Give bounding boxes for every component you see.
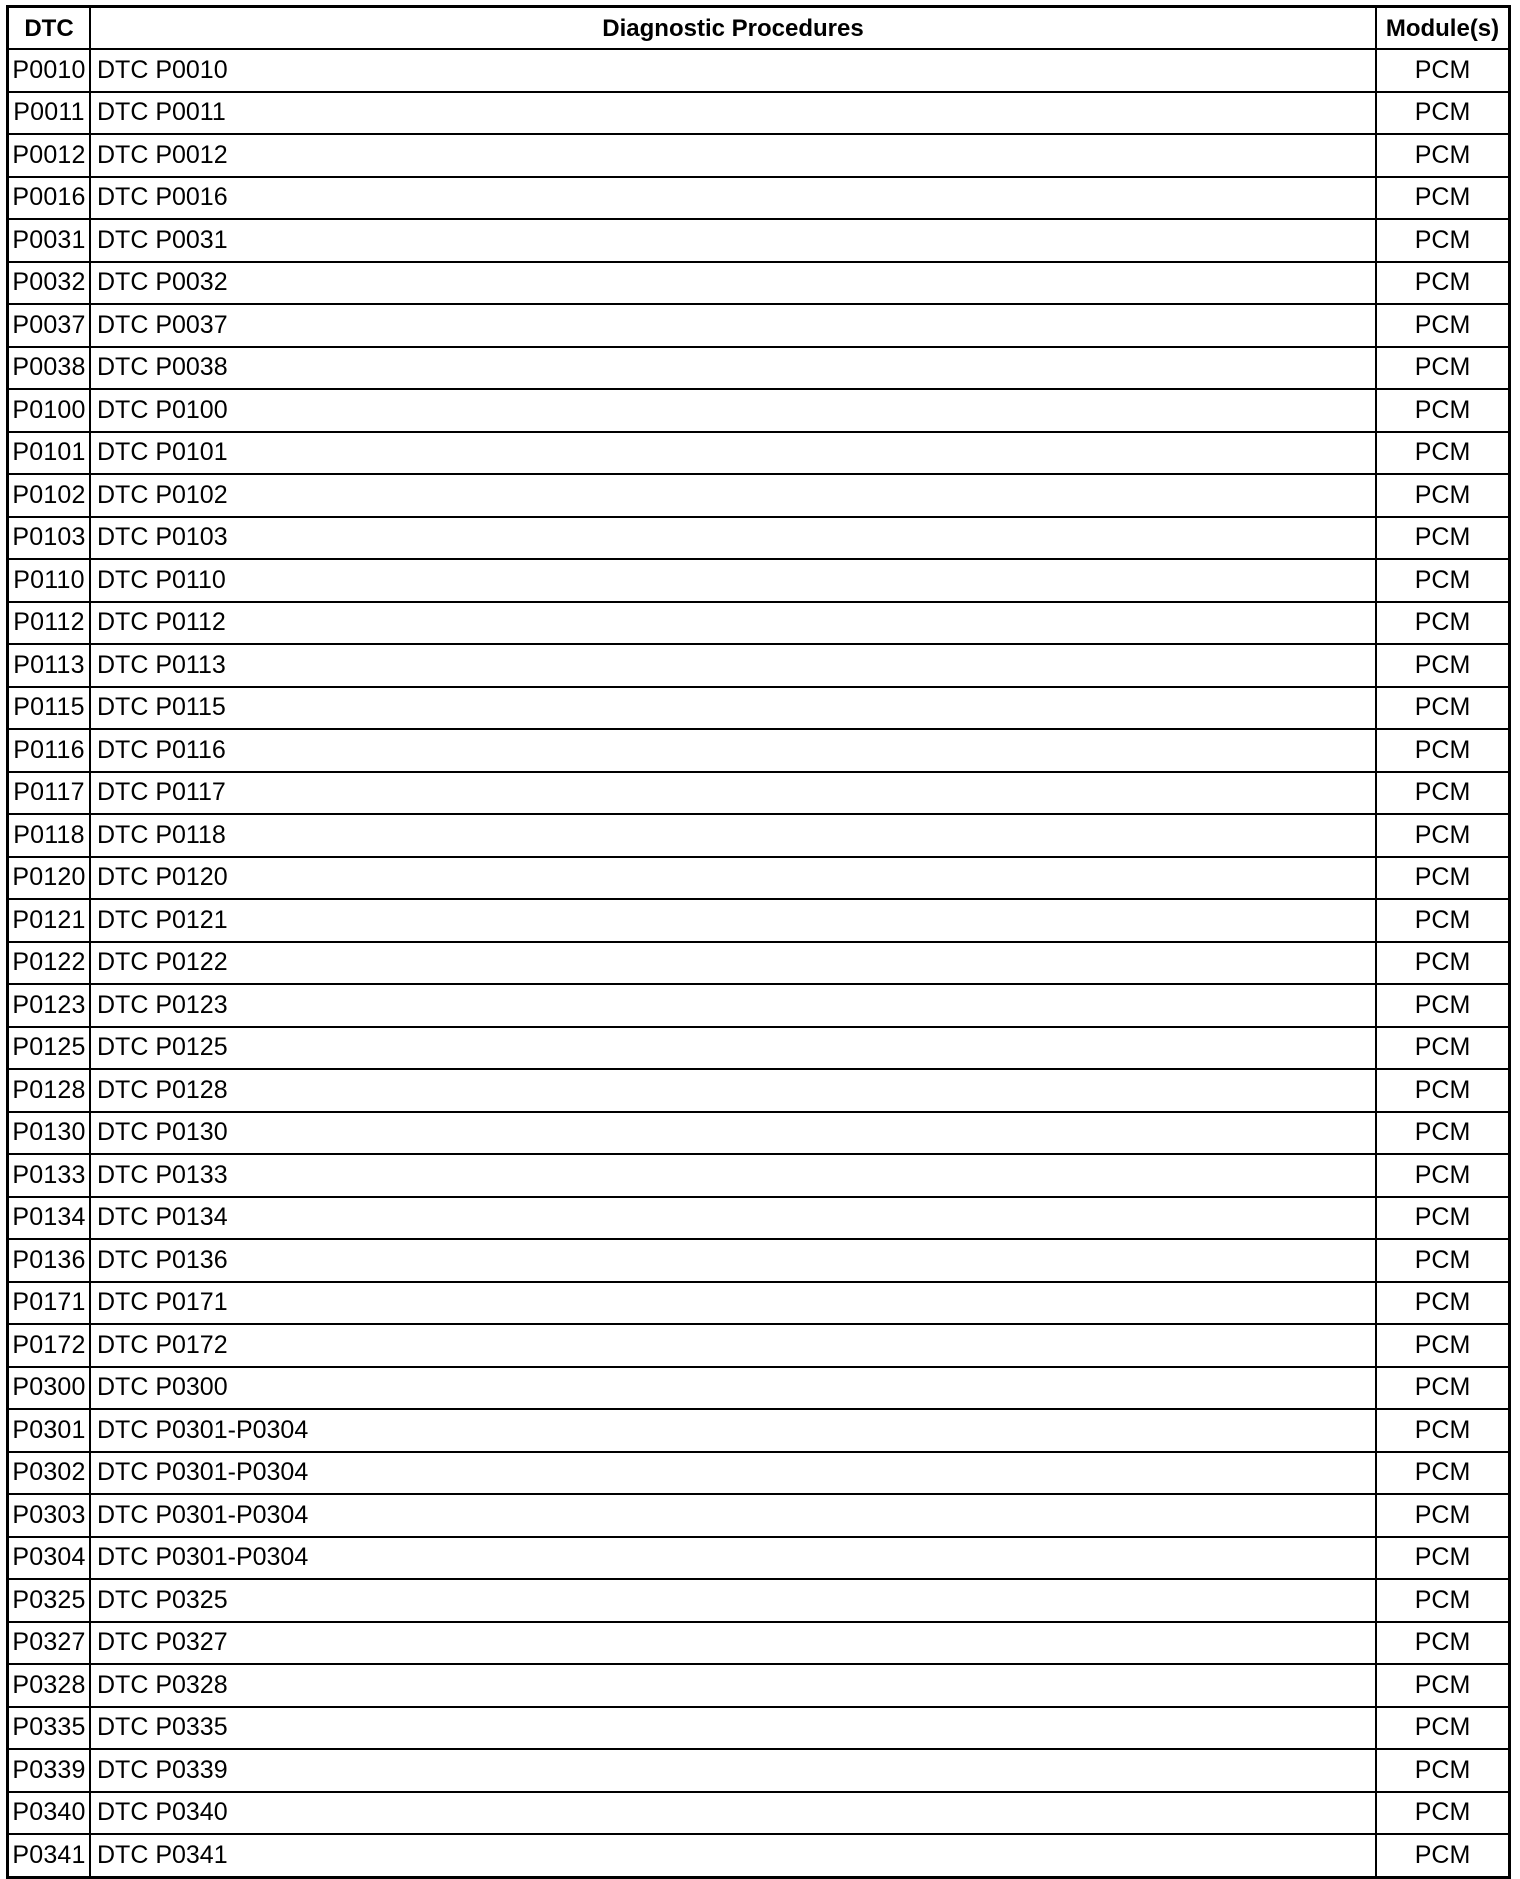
module-cell: PCM: [1376, 899, 1510, 942]
diagnostic-procedure-link[interactable]: DTC P0037: [90, 304, 1376, 347]
dtc-code-cell: P0100: [8, 389, 91, 432]
module-cell: PCM: [1376, 92, 1510, 135]
dtc-code-cell: P0134: [8, 1197, 91, 1240]
module-cell: PCM: [1376, 729, 1510, 772]
diagnostic-procedure-link[interactable]: DTC P0102: [90, 474, 1376, 517]
module-cell: PCM: [1376, 1494, 1510, 1537]
table-row: [8, 347, 1510, 390]
dtc-code-cell: P0340: [8, 1792, 91, 1835]
table-row: [8, 644, 1510, 687]
table-row: [8, 1409, 1510, 1452]
diagnostic-procedure-link[interactable]: DTC P0128: [90, 1069, 1376, 1112]
module-cell: PCM: [1376, 1579, 1510, 1622]
module-cell: PCM: [1376, 1409, 1510, 1452]
table-row: [8, 1494, 1510, 1537]
table-row: [8, 1154, 1510, 1197]
header-dtc: DTC: [8, 7, 91, 50]
dtc-code-cell: P0101: [8, 432, 91, 475]
module-cell: PCM: [1376, 1537, 1510, 1580]
table-row: [8, 559, 1510, 602]
module-cell: PCM: [1376, 49, 1510, 92]
module-cell: PCM: [1376, 1282, 1510, 1325]
diagnostic-procedure-link[interactable]: DTC P0125: [90, 1027, 1376, 1070]
diagnostic-procedure-link[interactable]: DTC P0016: [90, 177, 1376, 220]
dtc-code-cell: P0016: [8, 177, 91, 220]
table-row: [8, 814, 1510, 857]
table-row: [8, 1792, 1510, 1835]
diagnostic-procedure-link[interactable]: DTC P0010: [90, 49, 1376, 92]
module-cell: PCM: [1376, 1154, 1510, 1197]
table-row: [8, 942, 1510, 985]
dtc-table-container: [6, 5, 1507, 1879]
table-row: [8, 1367, 1510, 1410]
module-cell: PCM: [1376, 1069, 1510, 1112]
table-row: [8, 772, 1510, 815]
dtc-code-cell: P0172: [8, 1324, 91, 1367]
dtc-code-cell: P0012: [8, 134, 91, 177]
table-row: [8, 1239, 1510, 1282]
table-row: [8, 984, 1510, 1027]
diagnostic-procedure-link[interactable]: DTC P0113: [90, 644, 1376, 687]
module-cell: PCM: [1376, 814, 1510, 857]
diagnostic-procedure-link[interactable]: DTC P0100: [90, 389, 1376, 432]
diagnostic-procedure-link[interactable]: DTC P0301-P0304: [90, 1494, 1376, 1537]
table-row: [8, 1834, 1510, 1877]
diagnostic-procedure-link[interactable]: DTC P0120: [90, 857, 1376, 900]
dtc-code-cell: P0122: [8, 942, 91, 985]
table-row: [8, 1707, 1510, 1750]
diagnostic-procedure-link[interactable]: DTC P0110: [90, 559, 1376, 602]
diagnostic-procedure-link[interactable]: DTC P0011: [90, 92, 1376, 135]
dtc-code-cell: P0136: [8, 1239, 91, 1282]
diagnostic-procedure-link[interactable]: DTC P0012: [90, 134, 1376, 177]
module-cell: PCM: [1376, 1239, 1510, 1282]
dtc-code-cell: P0301: [8, 1409, 91, 1452]
table-row: [8, 1027, 1510, 1070]
diagnostic-procedure-link[interactable]: DTC P0116: [90, 729, 1376, 772]
dtc-code-cell: P0038: [8, 347, 91, 390]
table-row: [8, 1622, 1510, 1665]
diagnostic-procedure-link[interactable]: DTC P0031: [90, 219, 1376, 262]
table-row: [8, 729, 1510, 772]
table-row: [8, 177, 1510, 220]
dtc-code-cell: P0300: [8, 1367, 91, 1410]
table-row: [8, 219, 1510, 262]
table-row: [8, 304, 1510, 347]
dtc-code-cell: P0304: [8, 1537, 91, 1580]
table-row: [8, 1749, 1510, 1792]
dtc-table: [6, 5, 1511, 1879]
diagnostic-procedure-link[interactable]: DTC P0032: [90, 262, 1376, 305]
table-row: [8, 474, 1510, 517]
diagnostic-procedure-link[interactable]: DTC P0134: [90, 1197, 1376, 1240]
module-cell: PCM: [1376, 1834, 1510, 1877]
module-cell: PCM: [1376, 262, 1510, 305]
diagnostic-procedure-link[interactable]: DTC P0133: [90, 1154, 1376, 1197]
module-cell: PCM: [1376, 304, 1510, 347]
diagnostic-procedure-link[interactable]: DTC P0172: [90, 1324, 1376, 1367]
diagnostic-procedure-link[interactable]: DTC P0130: [90, 1112, 1376, 1155]
diagnostic-procedure-link[interactable]: DTC P0325: [90, 1579, 1376, 1622]
diagnostic-procedure-link[interactable]: DTC P0123: [90, 984, 1376, 1027]
diagnostic-procedure-link[interactable]: DTC P0301-P0304: [90, 1537, 1376, 1580]
table-row: [8, 517, 1510, 560]
dtc-code-cell: P0303: [8, 1494, 91, 1537]
dtc-code-cell: P0328: [8, 1664, 91, 1707]
dtc-code-cell: P0118: [8, 814, 91, 857]
dtc-code-cell: P0110: [8, 559, 91, 602]
module-cell: PCM: [1376, 1324, 1510, 1367]
diagnostic-procedure-link[interactable]: DTC P0115: [90, 687, 1376, 730]
diagnostic-procedure-link[interactable]: DTC P0301-P0304: [90, 1452, 1376, 1495]
dtc-code-cell: P0327: [8, 1622, 91, 1665]
module-cell: PCM: [1376, 1452, 1510, 1495]
dtc-code-cell: P0302: [8, 1452, 91, 1495]
module-cell: PCM: [1376, 1622, 1510, 1665]
table-row: [8, 1197, 1510, 1240]
table-row: [8, 602, 1510, 645]
table-row: [8, 134, 1510, 177]
diagnostic-procedure-link[interactable]: DTC P0327: [90, 1622, 1376, 1665]
diagnostic-procedure-link[interactable]: DTC P0121: [90, 899, 1376, 942]
table-row: [8, 1069, 1510, 1112]
diagnostic-procedure-link[interactable]: DTC P0117: [90, 772, 1376, 815]
dtc-code-cell: P0117: [8, 772, 91, 815]
diagnostic-procedure-link[interactable]: DTC P0112: [90, 602, 1376, 645]
table-row: [8, 857, 1510, 900]
diagnostic-procedure-link[interactable]: DTC P0341: [90, 1834, 1376, 1877]
header-diagnostic-procedures: Diagnostic Procedures: [90, 7, 1376, 50]
diagnostic-procedure-link[interactable]: DTC P0335: [90, 1707, 1376, 1750]
table-row: [8, 1579, 1510, 1622]
module-cell: PCM: [1376, 1664, 1510, 1707]
dtc-code-cell: P0102: [8, 474, 91, 517]
table-row: [8, 432, 1510, 475]
dtc-code-cell: P0103: [8, 517, 91, 560]
table-row: [8, 1282, 1510, 1325]
diagnostic-procedure-link[interactable]: DTC P0118: [90, 814, 1376, 857]
table-row: [8, 389, 1510, 432]
module-cell: PCM: [1376, 559, 1510, 602]
dtc-code-cell: P0121: [8, 899, 91, 942]
module-cell: PCM: [1376, 1749, 1510, 1792]
module-cell: PCM: [1376, 1112, 1510, 1155]
table-row: [8, 1664, 1510, 1707]
diagnostic-procedure-link[interactable]: DTC P0301-P0304: [90, 1409, 1376, 1452]
dtc-code-cell: P0171: [8, 1282, 91, 1325]
table-row: [8, 687, 1510, 730]
dtc-code-cell: P0113: [8, 644, 91, 687]
diagnostic-procedure-link[interactable]: DTC P0340: [90, 1792, 1376, 1835]
dtc-code-cell: P0115: [8, 687, 91, 730]
dtc-code-cell: P0339: [8, 1749, 91, 1792]
module-cell: PCM: [1376, 1027, 1510, 1070]
dtc-code-cell: P0032: [8, 262, 91, 305]
table-body: [8, 49, 1510, 1877]
table-row: [8, 49, 1510, 92]
module-cell: PCM: [1376, 134, 1510, 177]
diagnostic-procedure-link[interactable]: DTC P0171: [90, 1282, 1376, 1325]
diagnostic-procedure-link[interactable]: DTC P0339: [90, 1749, 1376, 1792]
diagnostic-procedure-link[interactable]: DTC P0136: [90, 1239, 1376, 1282]
dtc-code-cell: P0341: [8, 1834, 91, 1877]
table-row: [8, 1324, 1510, 1367]
table-row: [8, 262, 1510, 305]
dtc-code-cell: P0125: [8, 1027, 91, 1070]
dtc-code-cell: P0133: [8, 1154, 91, 1197]
module-cell: PCM: [1376, 432, 1510, 475]
dtc-code-cell: P0130: [8, 1112, 91, 1155]
dtc-code-cell: P0112: [8, 602, 91, 645]
diagnostic-procedure-link[interactable]: DTC P0103: [90, 517, 1376, 560]
dtc-code-cell: P0123: [8, 984, 91, 1027]
module-cell: PCM: [1376, 474, 1510, 517]
module-cell: PCM: [1376, 984, 1510, 1027]
dtc-code-cell: P0116: [8, 729, 91, 772]
dtc-code-cell: P0120: [8, 857, 91, 900]
dtc-code-cell: P0011: [8, 92, 91, 135]
module-cell: PCM: [1376, 177, 1510, 220]
module-cell: PCM: [1376, 517, 1510, 560]
module-cell: PCM: [1376, 857, 1510, 900]
diagnostic-procedure-link[interactable]: DTC P0101: [90, 432, 1376, 475]
diagnostic-procedure-link[interactable]: DTC P0328: [90, 1664, 1376, 1707]
table-header-row: [8, 7, 1510, 50]
dtc-code-cell: P0128: [8, 1069, 91, 1112]
dtc-code-cell: P0037: [8, 304, 91, 347]
dtc-code-cell: P0325: [8, 1579, 91, 1622]
module-cell: PCM: [1376, 772, 1510, 815]
module-cell: PCM: [1376, 602, 1510, 645]
module-cell: PCM: [1376, 347, 1510, 390]
module-cell: PCM: [1376, 942, 1510, 985]
module-cell: PCM: [1376, 389, 1510, 432]
module-cell: PCM: [1376, 1197, 1510, 1240]
dtc-code-cell: P0010: [8, 49, 91, 92]
module-cell: PCM: [1376, 1367, 1510, 1410]
module-cell: PCM: [1376, 219, 1510, 262]
table-row: [8, 899, 1510, 942]
table-row: [8, 1452, 1510, 1495]
table-row: [8, 1537, 1510, 1580]
dtc-code-cell: P0335: [8, 1707, 91, 1750]
module-cell: PCM: [1376, 644, 1510, 687]
module-cell: PCM: [1376, 1707, 1510, 1750]
diagnostic-procedure-link[interactable]: DTC P0300: [90, 1367, 1376, 1410]
diagnostic-procedure-link[interactable]: DTC P0038: [90, 347, 1376, 390]
header-modules: Module(s): [1376, 7, 1510, 50]
table-row: [8, 1112, 1510, 1155]
table-row: [8, 92, 1510, 135]
module-cell: PCM: [1376, 687, 1510, 730]
dtc-code-cell: P0031: [8, 219, 91, 262]
diagnostic-procedure-link[interactable]: DTC P0122: [90, 942, 1376, 985]
module-cell: PCM: [1376, 1792, 1510, 1835]
